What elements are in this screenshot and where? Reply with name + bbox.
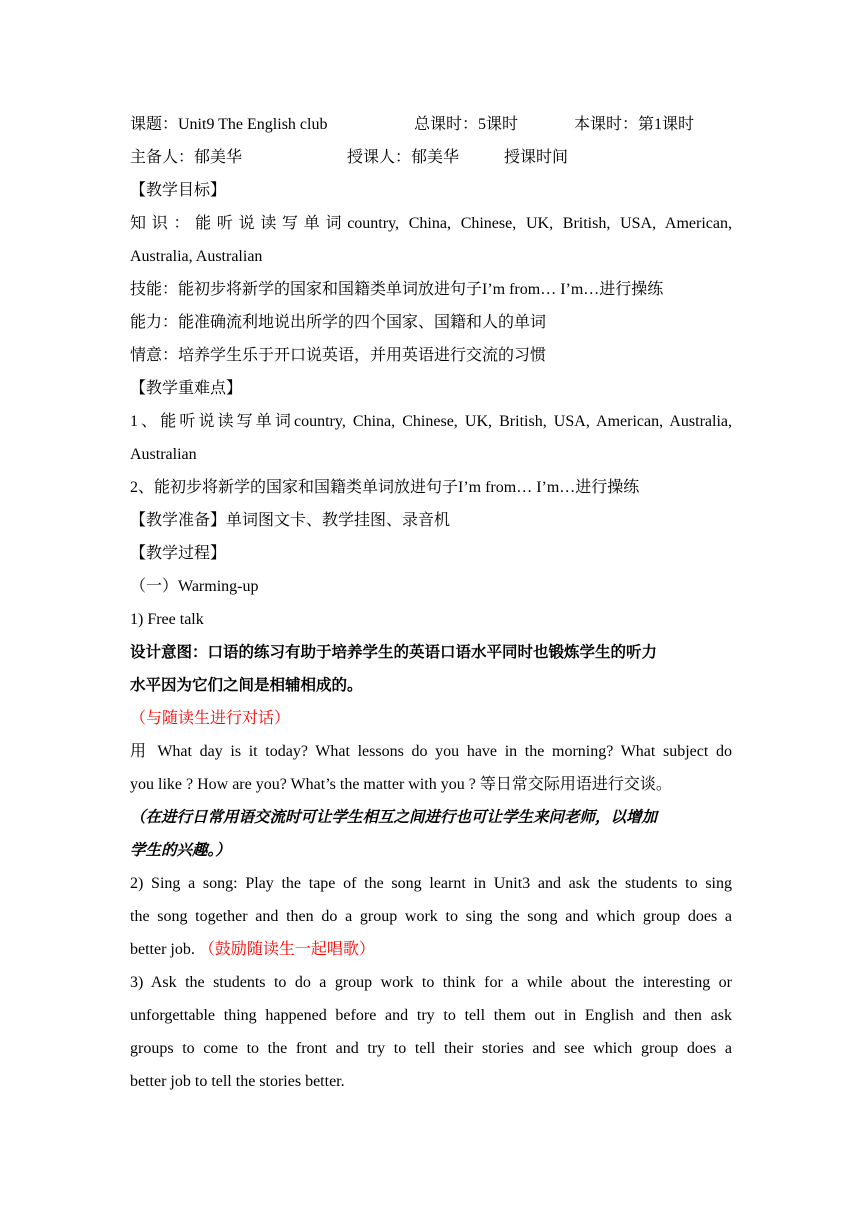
topic: 课题：Unit9 The English club (130, 116, 328, 133)
item3-line1: 3) Ask the students to do a group work to think for a while about the interesting or (130, 974, 732, 991)
lesson-plan-page (130, 108, 732, 1098)
objective-ability: 能力：能准确流利地说出所学的四个国家、国籍和人的单词 (130, 314, 547, 331)
key-points-heading: 【教学重难点】 (130, 380, 243, 397)
objective-knowledge-line2: Australia, Australian (130, 248, 263, 265)
teacher: 授课人：郁美华 (347, 149, 460, 166)
item2-line2: the song together and then do a group work to sing the song and which group does a (130, 908, 732, 925)
process-heading: 【教学过程】 (130, 545, 227, 562)
item3-line3: groups to come to the front and try to tell their stories and see which group does a (130, 1040, 732, 1057)
item2-line1: 2) Sing a song: Play the tape of the song learnt in Unit3 and ask the students to sing (130, 875, 732, 892)
item2-line3 (130, 933, 732, 966)
objective-skill: 技能：能初步将新学的国家和国籍类单词放进句子I’m from… I’m…进行操练 (130, 281, 664, 298)
key-point-2: 2、能初步将新学的国家和国籍类单词放进句子I’m from… I’m…进行操练 (130, 479, 640, 496)
header-row-2 (130, 141, 732, 174)
red-note-dialogue: （与随读生进行对话） (130, 710, 291, 727)
preparation: 【教学准备】单词图文卡、教学挂图、录音机 (130, 512, 451, 529)
key-point-1-line2: Australian (130, 446, 197, 463)
objectives-heading: 【教学目标】 (130, 182, 227, 199)
italic-note-line2: 学生的兴趣。） (130, 841, 231, 859)
dialog-line1: 用 What day is it today? What lessons do you have in the morning? What subject do (130, 743, 732, 760)
objective-emotion: 情意：培养学生乐于开口说英语，并用英语进行交流的习惯 (130, 347, 547, 364)
header-row-1 (130, 108, 732, 141)
item3-line2: unforgettable thing happened before and try to tell them out in English and then ask (130, 1007, 732, 1024)
item3-line4: better job to tell the stories better. (130, 1073, 345, 1090)
italic-note-line1: （在进行日常用语交流时可让学生相互之间进行也可让学生来问老师，以增加 (130, 808, 658, 826)
this-period: 本课时：第1课时 (574, 116, 695, 133)
design-intent-line1: 设计意图：口语的练习有助于培养学生的英语口语水平同时也锻炼学生的听力 (130, 643, 658, 661)
total-periods: 总课时：5课时 (414, 116, 519, 133)
red-note-sing: （鼓励随读生一起唱歌） (198, 941, 375, 958)
dialog-line2: you like ? How are you? What’s the matter with you ? 等日常交际用语进行交谈。 (130, 776, 672, 793)
design-intent-line2: 水平因为它们之间是相辅相成的。 (130, 676, 363, 694)
section-warming-up: （一）Warming-up (130, 578, 259, 595)
item2-end-text: better job. (130, 941, 195, 958)
item-free-talk: 1) Free talk (130, 611, 204, 628)
key-point-1-line1: 1、能听说读写单词country, China, Chinese, UK, British, USA, American, Australia, (130, 413, 732, 430)
teach-time: 授课时间 (504, 149, 569, 166)
preparer: 主备人：郁美华 (130, 149, 243, 166)
objective-knowledge-line1: 知识：能听说读写单词country, China, Chinese, UK, British, USA, American, (130, 215, 732, 232)
